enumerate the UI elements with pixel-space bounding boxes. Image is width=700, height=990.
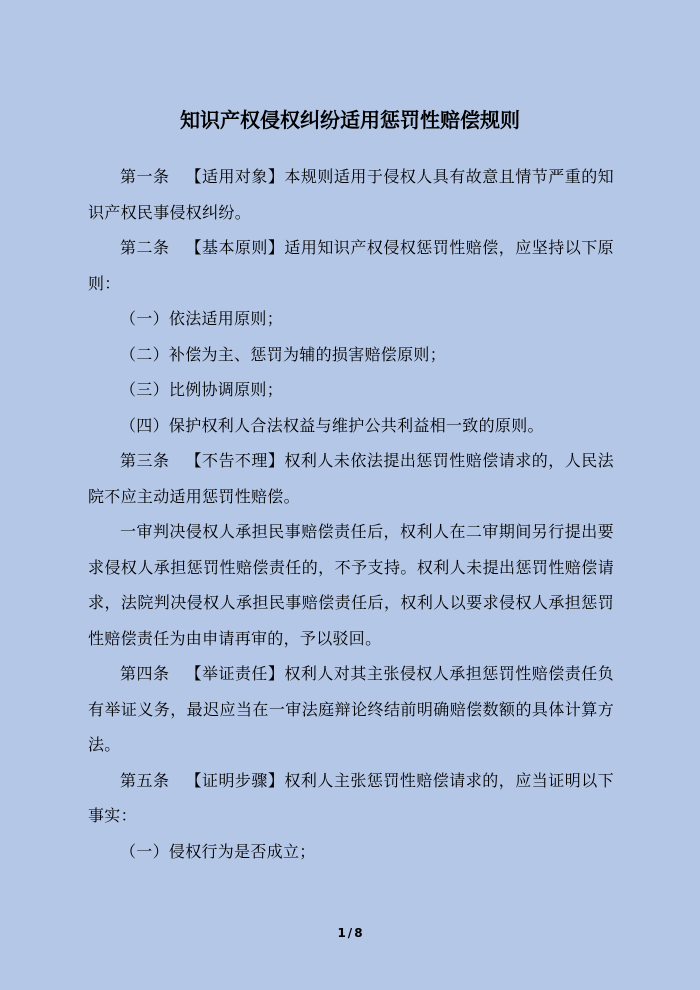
page-current: 1 [337,926,346,940]
article-number: 第二条 [120,238,170,257]
article-3-continuation: 一审判决侵权人承担民事赔偿责任后，权利人在二审期间另行提出要求侵权人承担惩罚性赔偿责任的，不予支持。权利人未提出惩罚性赔偿请求，法院判决侵权人承担民事赔偿责任后，权利人以要求侵权人承担惩罚性赔偿责任为由申请再审的，予以驳回。 [88,522,614,648]
paragraph-text: 【证明步骤】权利人主张惩罚性赔偿请求的，应当证明以下事实： [88,770,614,825]
paragraph-text: 【适用对象】本规则适用于侵权人具有故意且情节严重的知识产权民事侵权纠纷。 [88,167,614,222]
page-separator: / [347,926,353,940]
article-3-paragraph [88,443,614,514]
principle-item-3: （三）比例协调原则； [120,380,284,399]
document-title: 知识产权侵权纠纷适用惩罚性赔偿规则 [180,108,520,132]
article-number: 第五条 [120,770,170,790]
article-number: 第一条 [120,167,170,186]
article-4-paragraph [88,656,614,763]
article-number: 第四条 [120,664,170,683]
principle-item-2: （二）补偿为主、惩罚为辅的损害赔偿原则； [120,344,447,364]
fact-item-1: （一）侵权行为是否成立； [120,841,316,861]
article-number: 第三条 [120,451,170,470]
article-2-paragraph [88,230,614,301]
document-body [88,159,614,869]
article-5-paragraph [88,763,614,834]
page-number [0,925,700,941]
paragraph-text: 【基本原则】适用知识产权侵权惩罚性赔偿，应坚持以下原则： [88,238,614,293]
article-1-paragraph [88,159,614,230]
paragraph-text: 【不告不理】权利人未依法提出惩罚性赔偿请求的，人民法院不应主动适用惩罚性赔偿。 [88,451,614,506]
paragraph-text: 【举证责任】权利人对其主张侵权人承担惩罚性赔偿责任负有举证义务，最迟应当在一审法庭辩论终结前明确赔偿数额的具体计算方法。 [88,664,614,754]
principle-item-1: （一）依法适用原则； [120,309,284,328]
principle-item-4: （四）保护权利人合法权益与维护公共利益相一致的原则。 [120,415,544,435]
page-total: 8 [354,926,363,940]
